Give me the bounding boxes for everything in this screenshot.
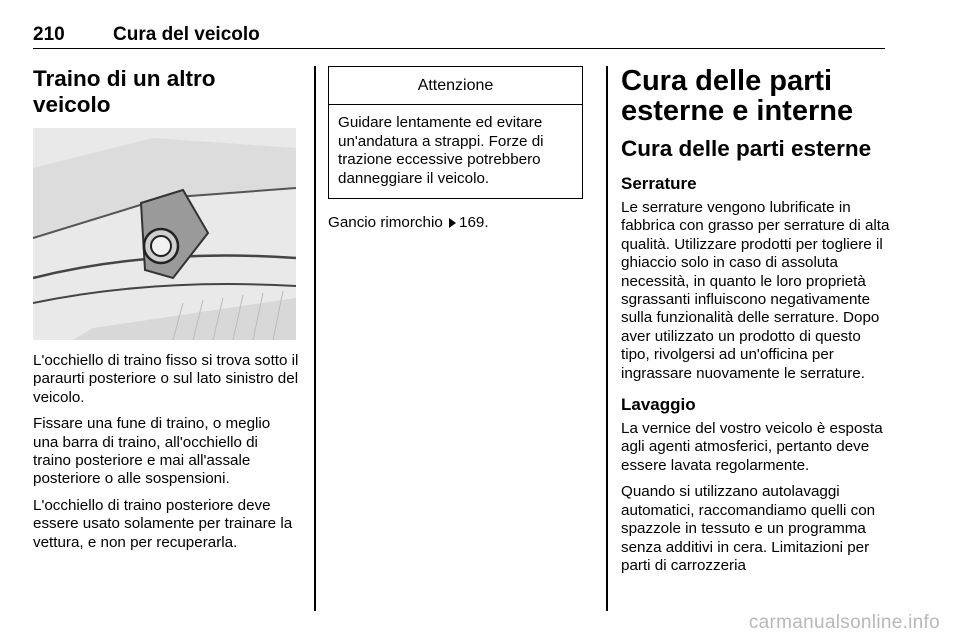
heading-locks: Serrature	[621, 174, 697, 193]
washing-paragraph-2: Quando si utilizzano autolavaggi automatici, raccomandiamo quelli con spazzole in tessuto e un programma senza additivi in cera. Limitazioni per parti di carrozzeria	[621, 483, 876, 574]
towing-paragraph-2: Fissare una fune di traino, o meglio una barra di traino, all'occhiello di traino posteriore e mai all'assale posteriore o alle sospensioni.	[33, 415, 271, 488]
washing-paragraph-1: La vernice del vostro veicolo è esposta agli agenti atmosferici, pertanto deve essere lavata regolarmente.	[621, 420, 883, 474]
cross-reference-label: Gancio rimorchio	[328, 214, 443, 232]
arrow-reference-icon	[449, 218, 456, 228]
towing-eye-drawing	[33, 128, 296, 340]
caution-title: Attenzione	[329, 67, 582, 105]
towing-paragraph-1: L'occhiello di traino fisso si trova sotto il paraurti posteriore o sul lato sinistro del veicolo.	[33, 352, 299, 406]
subsection-title-exterior: Cura delle parti esterne	[621, 136, 872, 161]
locks-paragraph: Le serrature vengono lubrificate in fabbrica con grasso per serrature di alta qualità. Utilizzare prodotti per togliere il ghiaccio solo in caso di assoluta necessità, in quanto le loro proprietà sgrassanti influiscono negativamente sulla funzionalità delle serrature. Dopo aver utilizzato un prodotto di questo tipo, rivolgersi ad un'officina per ingrassare nuovamente le serrature.	[621, 199, 890, 382]
page-number: 210	[33, 24, 65, 45]
caution-text: Guidare lentamente ed evitare un'andatura a strappi. Forze di trazione eccessive potrebbero danneggiare il veicolo.	[338, 114, 544, 187]
heading-washing: Lavaggio	[621, 395, 696, 415]
section-title-care: Cura delle parti esterne e interne	[621, 65, 854, 127]
towing-paragraph-3: L'occhiello di traino posteriore deve essere usato solamente per trainare la vettura, e non per recuperarla.	[33, 496, 293, 551]
middle-column	[328, 66, 590, 240]
cross-reference-page[interactable]: 169.	[459, 214, 489, 232]
page-header	[33, 22, 885, 49]
towing-eye-illustration	[33, 128, 296, 340]
caution-box	[328, 66, 583, 199]
column-divider-right	[606, 66, 608, 611]
watermark: carmanualsonline.info	[748, 612, 940, 633]
right-column	[621, 66, 891, 583]
left-column	[33, 66, 299, 560]
column-divider-left	[314, 66, 316, 611]
cross-reference	[328, 214, 590, 232]
chapter-title: Cura del veicolo	[113, 24, 260, 45]
section-title-towing: Traino di un altro veicolo	[33, 66, 216, 117]
